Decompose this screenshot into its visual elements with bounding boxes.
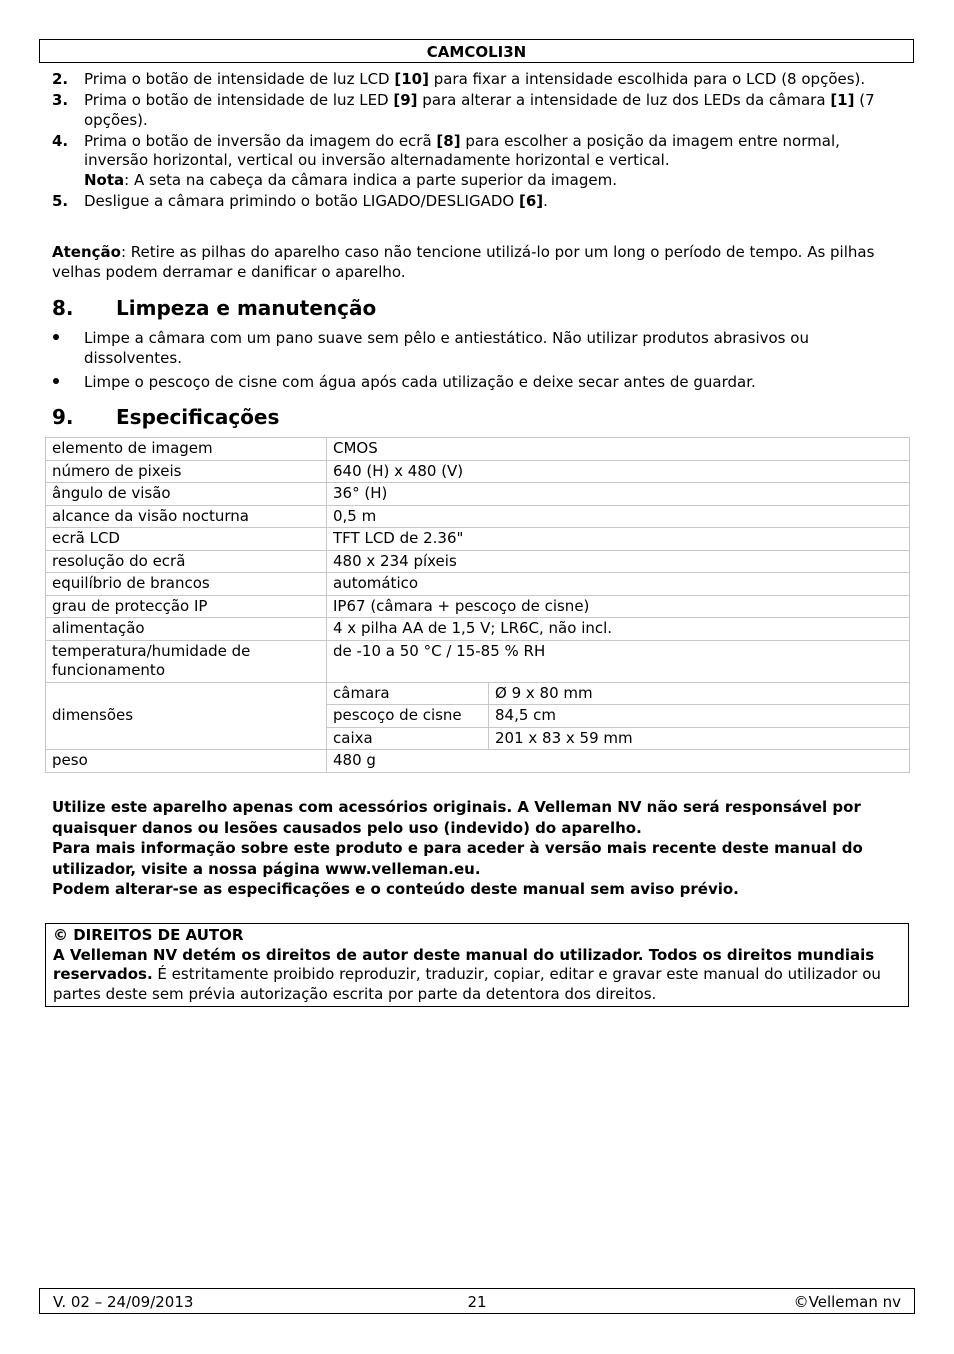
spec-subkey: caixa — [327, 727, 489, 750]
step-number: 5. — [52, 191, 69, 210]
step-number: 4. — [52, 131, 69, 150]
spec-value: 36° (H) — [327, 483, 910, 506]
step-ref: [8] — [436, 131, 461, 150]
step-number: 3. — [52, 91, 69, 109]
step-ref: [9] — [393, 91, 418, 109]
table-row — [46, 505, 910, 528]
notice-block — [52, 797, 902, 900]
step-text: Prima o botão de intensidade de luz LED — [84, 91, 394, 109]
section-heading — [52, 404, 279, 430]
list-item — [52, 132, 902, 191]
spec-key: peso — [46, 750, 327, 773]
section-title: Especificações — [116, 405, 280, 429]
bullet-icon — [52, 372, 84, 392]
spec-value: 4 x pilha AA de 1,5 V; LR6C, não incl. — [327, 618, 910, 641]
step-text: (7 opções). — [84, 91, 875, 129]
spec-subkey: câmara — [327, 682, 489, 705]
spec-key: equilíbrio de brancos — [46, 573, 327, 596]
table-row — [46, 682, 910, 705]
table-row — [46, 618, 910, 641]
page-header: CAMCOLI3N — [39, 39, 914, 63]
spec-value: 84,5 cm — [489, 705, 910, 728]
spec-value: Ø 9 x 80 mm — [489, 682, 910, 705]
page-number: 21 — [467, 1293, 487, 1311]
bullet-icon — [52, 328, 84, 368]
bullet-text: Limpe o pescoço de cisne com água após cada utilização e deixe secar antes de guardar. — [84, 373, 756, 391]
spec-value: TFT LCD de 2.36" — [327, 528, 910, 551]
note-label: Nota — [84, 170, 125, 189]
list-item — [52, 328, 902, 368]
section-heading — [52, 295, 376, 321]
copyright-box — [45, 923, 909, 1007]
copyright-title: © DIREITOS DE AUTOR — [53, 926, 244, 944]
step-text: Prima o botão de inversão da imagem do ecrã — [84, 131, 437, 150]
spec-value: automático — [327, 573, 910, 596]
spec-value: 640 (H) x 480 (V) — [327, 460, 910, 483]
spec-value: IP67 (câmara + pescoço de cisne) — [327, 595, 910, 618]
spec-value: 480 x 234 píxeis — [327, 550, 910, 573]
copyright-bold-text: A Velleman NV detém os direitos de autor deste manual do utilizador. Todos os direitos mundiais reservados. — [53, 945, 875, 983]
spec-key: dimensões — [46, 682, 327, 750]
list-item — [52, 192, 902, 212]
copyright-text: É estritamente proibido reproduzir, traduzir, copiar, editar e gravar este manual do utilizador ou partes deste sem prévia autorização escrita por parte da detentora dos direitos. — [53, 965, 881, 1003]
footer-version: V. 02 – 24/09/2013 — [53, 1293, 194, 1311]
table-row — [46, 550, 910, 573]
table-row — [46, 483, 910, 506]
note-text: : A seta na cabeça da câmara indica a parte superior da imagem. — [124, 170, 617, 189]
spec-subkey: pescoço de cisne — [327, 705, 489, 728]
spec-key: grau de protecção IP — [46, 595, 327, 618]
spec-key: número de pixeis — [46, 460, 327, 483]
step-text: para fixar a intensidade escolhida para o LCD (8 opções). — [428, 70, 866, 88]
spec-key: resolução do ecrã — [46, 550, 327, 573]
spec-value: 201 x 83 x 59 mm — [489, 727, 910, 750]
section-title: Limpeza e manutenção — [116, 296, 377, 320]
spec-key: ângulo de visão — [46, 483, 327, 506]
attention-note — [52, 242, 902, 282]
table-row — [46, 595, 910, 618]
attention-text: : Retire as pilhas do aparelho caso não tencione utilizá-lo por um long o período de tempo. As pilhas velhas podem derramar e danificar o aparelho. — [52, 243, 875, 281]
step-ref: [1] — [830, 91, 855, 109]
table-row — [46, 528, 910, 551]
table-row — [46, 750, 910, 773]
list-item — [52, 70, 902, 90]
step-text: para alterar a intensidade de luz dos LEDs da câmara — [417, 91, 831, 109]
step-ref: [10] — [394, 70, 429, 88]
notice-text: Para mais informação sobre este produto e para aceder à versão mais recente deste manual do utilizador, visite a nossa página www.velleman.eu. — [52, 839, 863, 878]
page-footer — [39, 1288, 915, 1314]
step-text: para escolher a posição da imagem entre normal, inversão horizontal, vertical ou inversão alternadamente horizontal e vertical. — [84, 131, 840, 169]
step-text: Prima o botão de intensidade de luz LCD — [84, 70, 395, 88]
bullet-text: Limpe a câmara com um pano suave sem pêlo e antiestático. Não utilizar produtos abrasivos ou dissolventes. — [84, 329, 809, 367]
notice-text: Utilize este aparelho apenas com acessórios originais. A Velleman NV não será responsável por quaisquer danos ou lesões causados pelo uso (indevido) do aparelho. — [52, 798, 861, 837]
bullet-list — [52, 328, 902, 396]
spec-key: elemento de imagem — [46, 438, 327, 461]
table-row — [46, 573, 910, 596]
spec-key: ecrã LCD — [46, 528, 327, 551]
specifications-table — [45, 437, 910, 773]
notice-text: Podem alterar-se as especificações e o conteúdo deste manual sem aviso prévio. — [52, 880, 739, 898]
spec-value: CMOS — [327, 438, 910, 461]
table-row — [46, 460, 910, 483]
spec-value: 480 g — [327, 750, 910, 773]
table-row — [46, 438, 910, 461]
table-row — [46, 640, 910, 682]
spec-key: temperatura/humidade de funcionamento — [46, 640, 327, 682]
step-text: Desligue a câmara primindo o botão LIGADO/DESLIGADO — [84, 191, 519, 210]
spec-key: alcance da visão nocturna — [46, 505, 327, 528]
step-ref: [6] — [518, 191, 544, 210]
step-number: 2. — [52, 70, 69, 88]
step-text: . — [543, 191, 548, 210]
list-item — [52, 91, 902, 130]
steps-list — [52, 70, 902, 213]
list-item — [52, 372, 902, 392]
spec-value: de -10 a 50 °C / 15-85 % RH — [327, 640, 910, 682]
footer-copyright: ©Velleman nv — [793, 1293, 901, 1311]
attention-label: Atenção — [52, 243, 121, 261]
section-number: 9. — [52, 405, 74, 429]
spec-key: alimentação — [46, 618, 327, 641]
section-number: 8. — [52, 296, 74, 320]
spec-value: 0,5 m — [327, 505, 910, 528]
